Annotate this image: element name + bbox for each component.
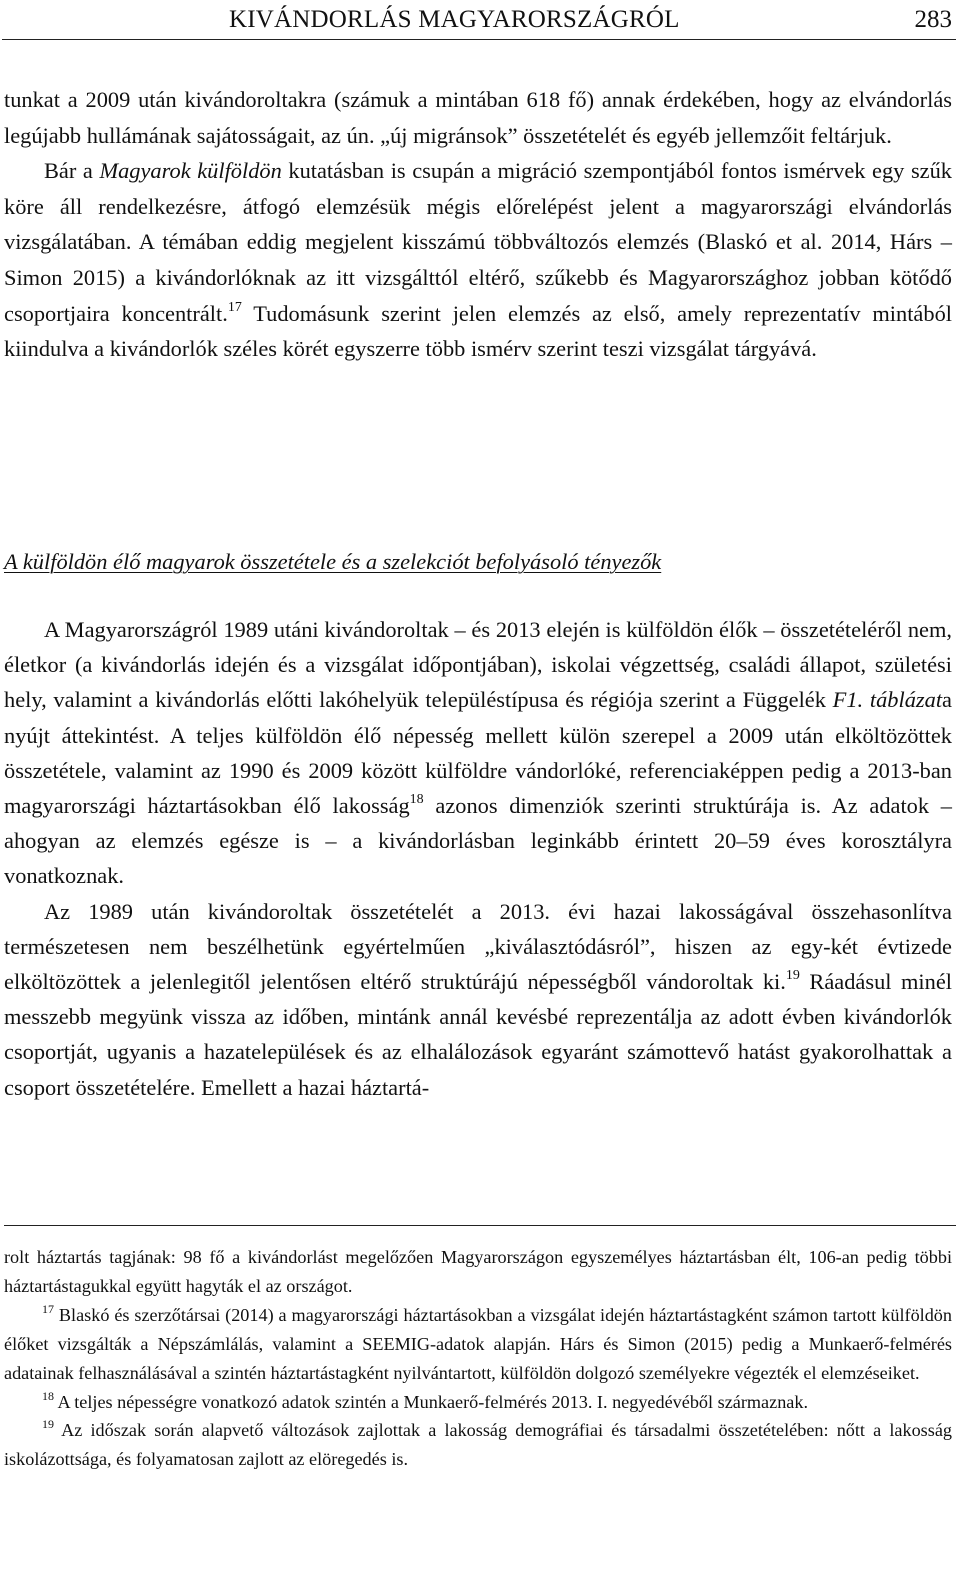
footnote-number: 18 [42,1388,54,1403]
paragraph-text: Az 1989 után kivándoroltak összetételét a 2013. évi hazai lakosságával összehasonlítva természetesen nem beszélhetünk egyértelműen „kiválasztódásról”, hiszen az egy-két évtizede elköltözöttek a jelenlegitől jelentősen eltérő struktúrájú népességből vándoroltak ki. [4,898,952,995]
paragraph-text: Tudomásunk szerint jelen elemzés az első, amely reprezentatív mintából kiindulva a kivándorlók széles körét egyszerre több ismérv szerint teszi vizsgálat tárgyává. [4,300,952,362]
footnote-text: A teljes népességre vonatkozó adatok szintén a Munkaerő-felmérés 2013. I. negyedévéből származnak. [54,1391,808,1412]
body-text [4,82,952,367]
running-title: KIVÁNDORLÁS MAGYARORSZÁGRÓL [229,6,680,33]
footnote-17 [4,1301,952,1388]
footnote-continued: rolt háztartás tagjának: 98 fő a kivándorlást megelőzően Magyarországon egyszemélyes háztartásban élt, 106-an pedig többi háztartástagukkal együtt hagyták el az országot. [4,1247,952,1296]
italic-title: Magyarok külföldön [99,158,282,184]
italic-table-ref: F1. táblázat [832,687,943,713]
section-heading: A külföldön élő magyarok összetétele és a szelekciót befolyásoló tényezők [4,549,662,574]
footnote-ref-19[interactable]: 19 [785,968,800,984]
footnote-text: Az időszak során alapvető változások zajlottak a lakosság demográfiai és társadalmi összetételében: nőtt a lakosság iskolázottsága, és folyamatosan zajlott az elöregedés is. [4,1420,952,1470]
page-number: 283 [914,6,952,33]
footnote-18 [4,1388,952,1417]
paragraph-text: tunkat a 2009 után kivándoroltakra (számuk a mintában 618 fő) annak érdekében, hogy az elvándorlás legújabb hullámának sajátosságait, az ún. „új migránsok” összetételét és egyéb jellemzőit feltárjuk. [4,87,952,148]
paragraph-text: A Magyarországról 1989 utáni kivándoroltak – és 2013 elején is külföldön élők – összetételéről nem, életkor (a kivándorlás idején és a vizsgálat időpontjában), iskolai végzettség, családi állapot, születési hely, valamint a kivándorlás előtti lakóhelyük településtípusa és régiója szerint a Függelék [4,617,952,713]
footnotes [4,1243,952,1474]
section-text [4,612,952,1105]
footnote-19 [4,1416,952,1474]
footnote-rule [4,1225,956,1226]
footnote-text: Blaskó és szerzőtársai (2014) a magyarországi háztartásokban a vizsgálat idején háztartástagként számon tartott külföldön élőket vizsgálták a Népszámlálás, valamint a SEEMIG-adatok alapján. Hárs és Simon (2015) pedig a Munkaerő-felmérés adatainak felhasználásával a szintén háztartástagként nyilvántartott, külföldön dolgozó személyekre végezték el elemzéseiket. [4,1304,952,1383]
paragraph-text: a nyújt áttekintést. A teljes külföldön élő népesség mellett külön szerepel a 2009 után elköltözöttek összetétele, valamint az 1990 és 2009 között külföldre vándorlóké, referenciaképpen pedig a 2013-ban magyarországi háztartásokban élő lakosság [4,687,952,819]
paragraph-text: kutatásban is csupán a migráció szempontjából fontos ismérvek egy szűk köre áll rendelkezésre, átfogó elemzésük mégis előrelépést jelent a magyarországi elvándorlás vizsgálatában. A témában eddig megjelent kisszámú többváltozós elemzés (Blaskó et al. 2014, Hárs – Simon 2015) a kivándorlóknak az itt vizsgálttól eltérő, szűkebb és Magyarországhoz jobban kötődő csoportjaira koncentrált. [4,158,952,326]
paragraph [4,153,952,367]
footnote-number: 19 [42,1417,54,1432]
paragraph-text: azonos dimenziók szerinti struktúrája is. Az adatok – ahogyan az elemzés egésze is – a kivándorlásban leginkább érintett 20–59 éves korosztályra vonatkoznak. [4,793,952,889]
paragraph-text: Ráadásul minél messzebb megyünk vissza az időben, mintánk annál kevésbé reprezentálja az adott évben kivándorlók csoportját, ugyanis a hazatelepülések és az elhalálozások egyaránt számottevő hatást gyakorolhattak a csoport összetételére. Emellett a hazai háztartá- [4,969,952,1100]
running-head [0,2,956,38]
paragraph [4,612,952,894]
footnote-ref-18[interactable]: 18 [409,792,424,808]
footnote-number: 17 [42,1301,54,1316]
paragraph [4,894,952,1105]
footnote-ref-17[interactable]: 17 [227,299,242,315]
header-rule [2,39,956,40]
paragraph-continued [4,82,952,153]
paragraph-text: Bár a [44,158,100,184]
